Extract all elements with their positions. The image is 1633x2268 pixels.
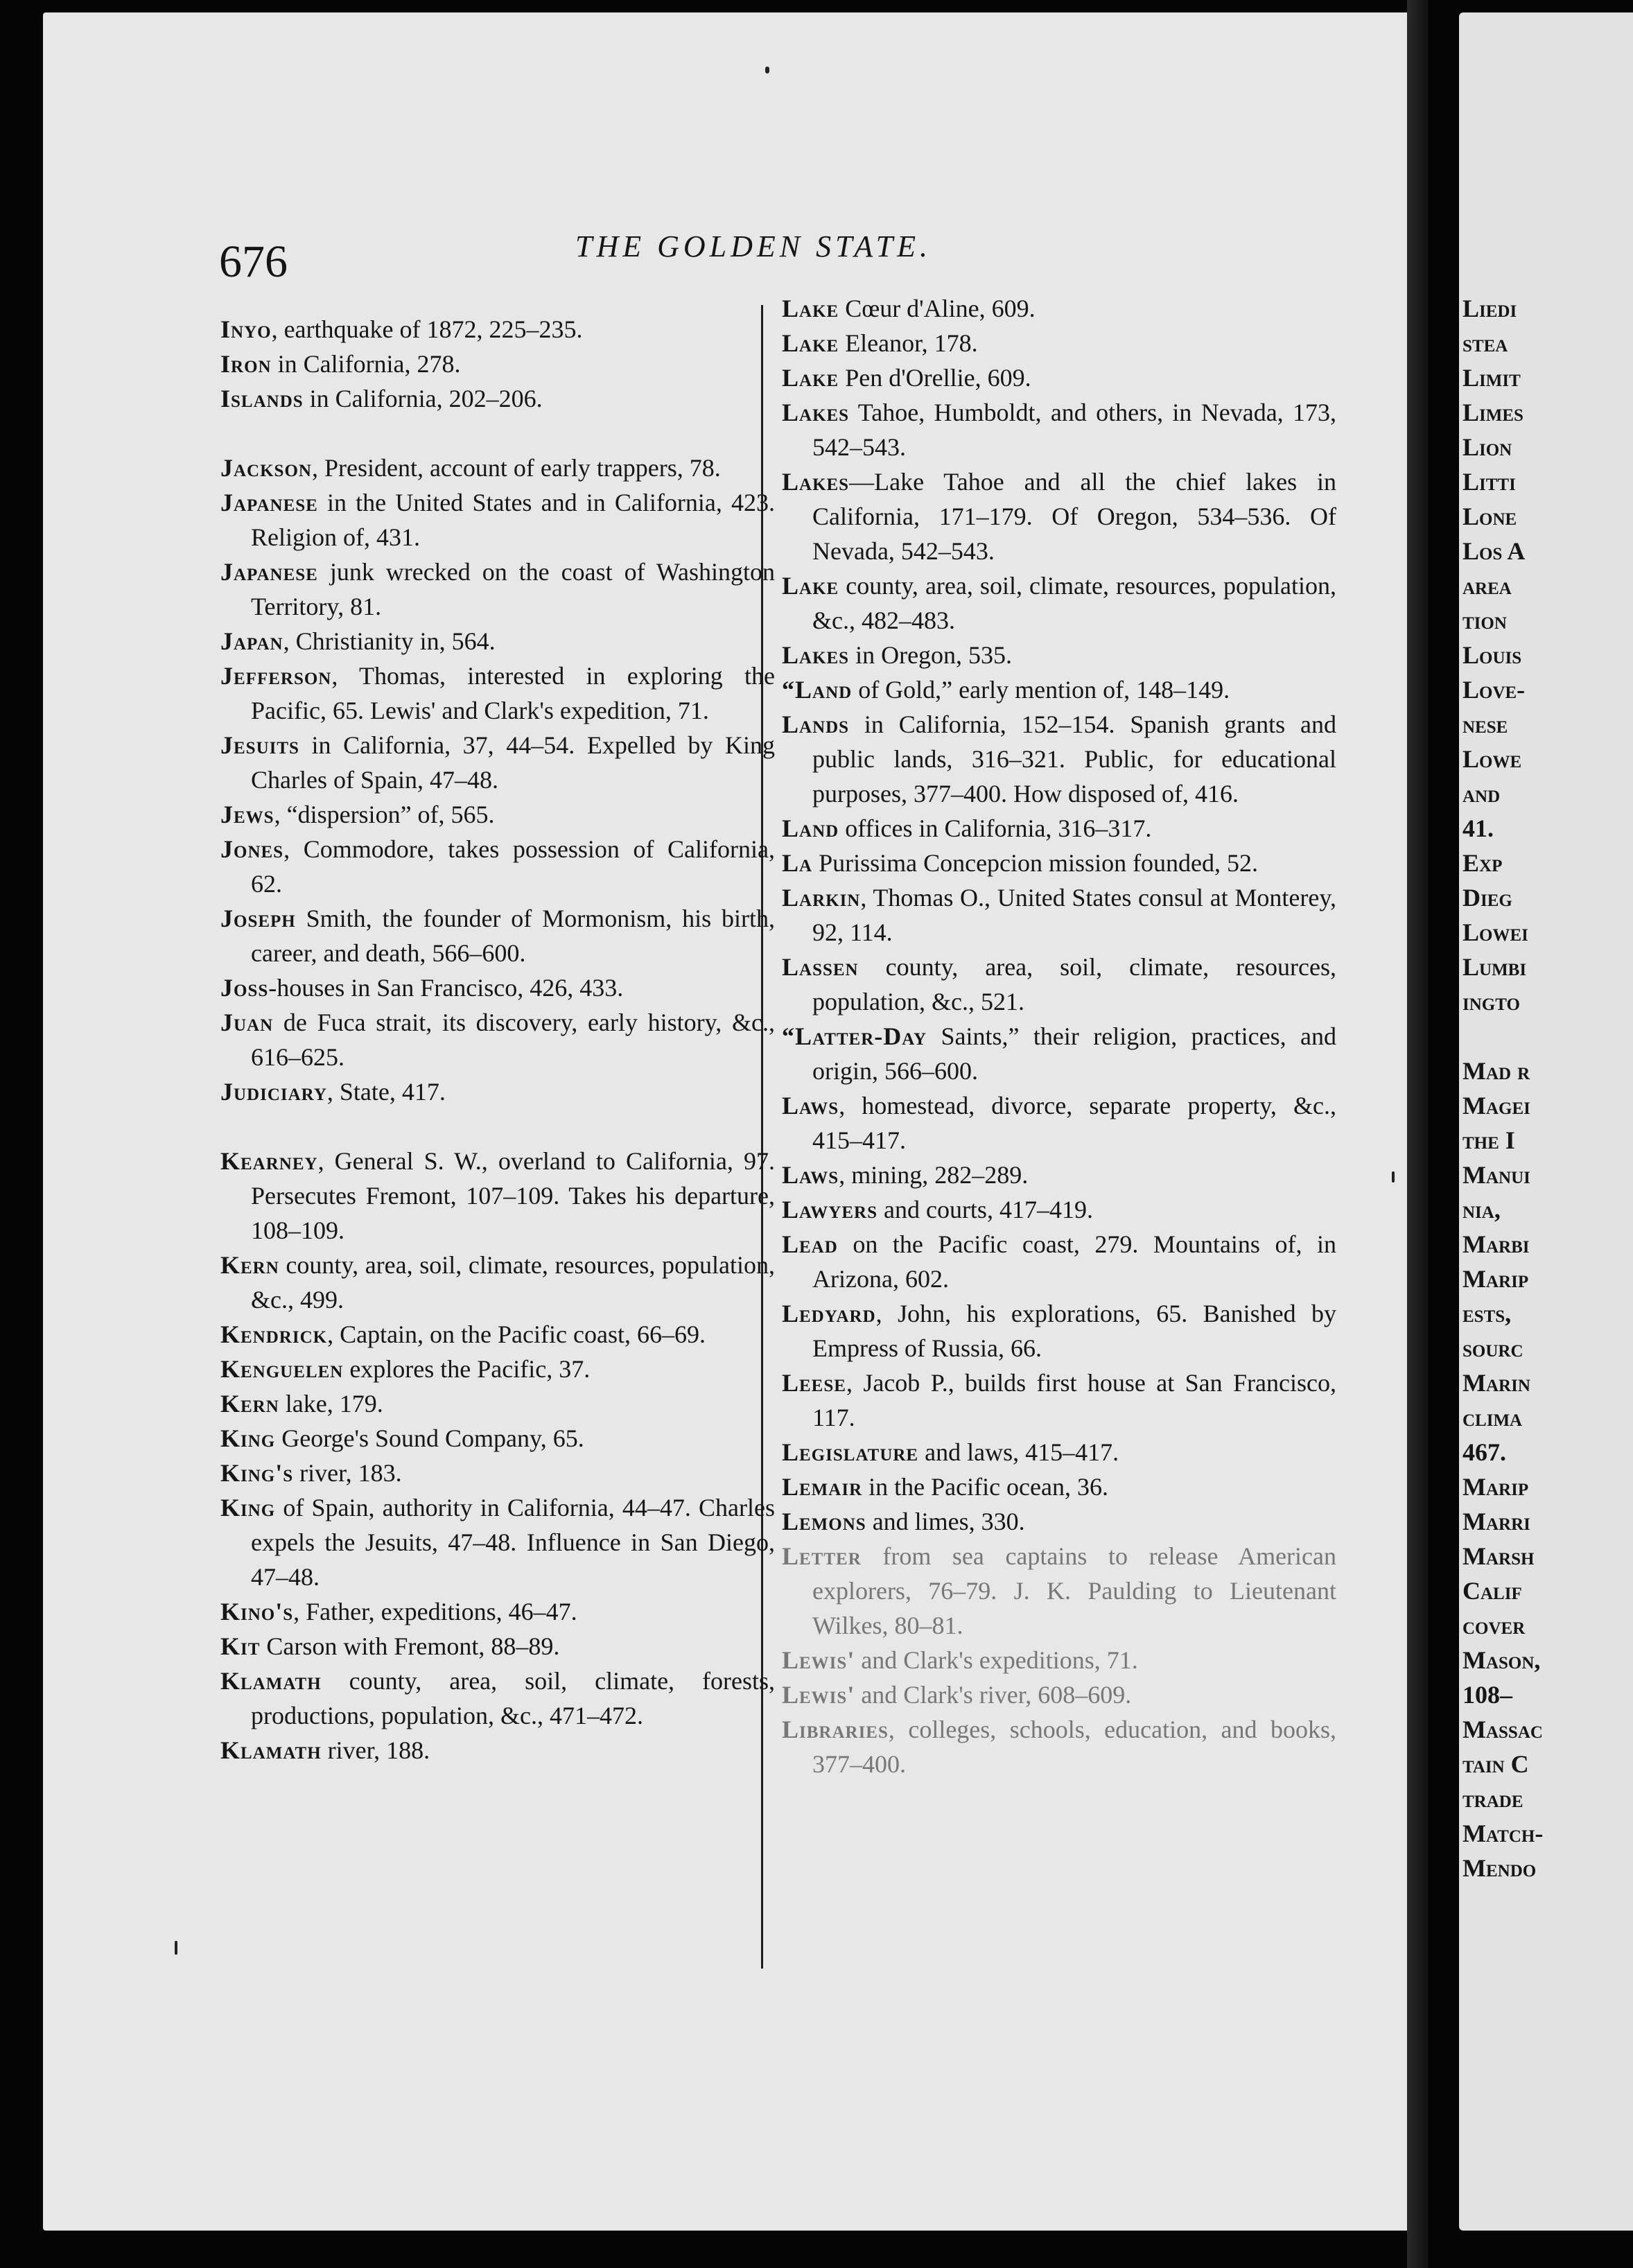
index-entry	[220, 1664, 775, 1733]
index-entry-headword: Islands	[220, 385, 304, 412]
index-entry	[782, 707, 1336, 811]
index-entry	[220, 1629, 775, 1664]
index-entry-text: river, 188.	[321, 1736, 430, 1764]
index-entry-headword: Lawyers	[782, 1196, 877, 1223]
adjacent-page-fragment: Lowei	[1462, 918, 1528, 946]
adjacent-page-fragment: nese	[1462, 710, 1508, 738]
index-entry-text: and courts, 417–419.	[877, 1196, 1093, 1223]
index-entry	[220, 1005, 775, 1074]
adjacent-page-fragment	[1462, 1019, 1633, 1054]
index-entry-text: in California, 202–206.	[303, 385, 543, 412]
index-entry-text: de Fuca strait, its discovery, early history, &c., 616–625.	[251, 1009, 775, 1071]
index-entry	[220, 1248, 775, 1317]
adjacent-page-fragment: Marip	[1462, 1473, 1529, 1501]
index-entry	[220, 1594, 775, 1629]
adjacent-page-text	[1462, 291, 1633, 1885]
index-entry-headword: Jesuits	[220, 731, 299, 759]
adjacent-page-fragment: area	[1462, 572, 1512, 600]
index-entry-text: —Lake Tahoe and all the chief lakes in California, 171–179. Of Oregon, 534–536. Of Nevada, 542–543.	[812, 468, 1336, 565]
index-entry	[220, 1074, 775, 1109]
index-entry	[782, 1227, 1336, 1296]
index-entry	[782, 1019, 1336, 1088]
index-entry-text: county, area, soil, climate, forests, productions, population, &c., 471–472.	[251, 1667, 775, 1729]
index-entry	[782, 360, 1336, 395]
index-entry-text: county, area, soil, climate, resources, population, &c., 499.	[251, 1251, 775, 1314]
index-entry-headword: Inyo	[220, 315, 272, 343]
adjacent-page-fragment: stea	[1462, 329, 1508, 357]
index-entry-text: Purissima Concepcion mission founded, 52.	[812, 849, 1259, 877]
index-entry-headword: Japanese	[220, 558, 318, 586]
index-entry	[220, 485, 775, 555]
adjacent-page-fragment: Litti	[1462, 468, 1516, 496]
index-entry	[220, 1386, 775, 1421]
adjacent-page-fragment: the I	[1462, 1126, 1515, 1154]
index-entry-text: , Commodore, takes possession of California, 62.	[251, 835, 775, 898]
index-entry-headword: Lead	[782, 1230, 838, 1258]
adjacent-page-fragment: trade	[1462, 1785, 1523, 1813]
index-entry-headword: Klamath	[220, 1667, 322, 1695]
index-entry	[220, 624, 775, 658]
index-entry-headword: “Latter-Day	[782, 1022, 927, 1050]
index-entry-headword: Judiciary	[220, 1078, 327, 1106]
index-entry-headword: Lake	[782, 295, 839, 322]
index-entry	[782, 672, 1336, 707]
index-entry-headword: King	[220, 1494, 276, 1521]
index-entry	[782, 291, 1336, 326]
index-entry-text: Cœur d'Aline, 609.	[839, 295, 1036, 322]
index-entry-text: in California, 37, 44–54. Expelled by King Charles of Spain, 47–48.	[251, 731, 775, 794]
index-entry-headword: Kit	[220, 1632, 261, 1660]
index-entry-text: in California, 278.	[271, 350, 461, 378]
index-entry-text: Smith, the founder of Mormonism, his birth, career, and death, 566–600.	[251, 905, 775, 967]
index-entry	[782, 326, 1336, 360]
index-entry-text: in the Pacific ocean, 36.	[862, 1473, 1108, 1501]
index-entry-headword: Joss	[220, 974, 269, 1002]
adjacent-page-fragment: Lone	[1462, 503, 1517, 530]
index-entry-headword: King	[220, 1424, 276, 1452]
index-entry-headword: Lakes	[782, 468, 850, 496]
index-entry-headword: Lewis'	[782, 1646, 855, 1674]
index-entry-text: , earthquake of 1872, 225–235.	[271, 315, 583, 343]
ink-speck	[1392, 1171, 1395, 1183]
index-entry-text: , Thomas, interested in exploring the Pacific, 65. Lewis' and Clark's expedition, 71.	[251, 662, 775, 724]
index-entry-headword: Laws	[782, 1161, 839, 1189]
index-entry-text: , Captain, on the Pacific coast, 66–69.	[327, 1320, 706, 1348]
index-entry-headword: Kendrick	[220, 1320, 328, 1348]
index-entry-headword: Letter	[782, 1542, 862, 1570]
index-entry-text: Saints,” their religion, practices, and origin, 566–600.	[812, 1022, 1336, 1085]
adjacent-page-fragment: Marri	[1462, 1508, 1530, 1535]
index-entry	[220, 832, 775, 901]
adjacent-page-fragment: clima	[1462, 1404, 1523, 1431]
adjacent-page-fragment: Love-	[1462, 676, 1526, 704]
index-entry	[220, 451, 775, 485]
index-entry	[220, 901, 775, 970]
index-entry-text: in California, 152–154. Spanish grants and public lands, 316–321. Public, for educational purposes, 377–400. How disposed of, 416.	[812, 710, 1336, 808]
index-entry	[782, 1088, 1336, 1158]
index-entry-headword: Lands	[782, 710, 850, 738]
adjacent-page-fragment: cover	[1462, 1612, 1526, 1639]
index-entry-headword: Larkin	[782, 884, 861, 911]
adjacent-page-fragment: Louis	[1462, 641, 1522, 669]
adjacent-page-fragment: Lumbi	[1462, 953, 1527, 981]
index-entry	[782, 1539, 1336, 1643]
index-entry	[220, 1733, 775, 1768]
index-entry	[782, 1712, 1336, 1781]
index-entry-headword: Japan	[220, 627, 283, 655]
index-entry	[782, 568, 1336, 638]
index-entry-text: of Spain, authority in California, 44–47. Charles expels the Jesuits, 47–48. Influence in San Diego, 47–48.	[251, 1494, 775, 1591]
index-entry-text: , colleges, schools, education, and books, 377–400.	[812, 1716, 1336, 1778]
index-entry-text: Carson with Fremont, 88–89.	[260, 1632, 560, 1660]
index-entry	[220, 1317, 775, 1352]
index-entry-text: county, area, soil, climate, resources, population, &c., 482–483.	[812, 572, 1336, 634]
index-entry-text: , John, his explorations, 65. Banished by Empress of Russia, 66.	[812, 1300, 1336, 1362]
index-entry-headword: Kearney	[220, 1147, 318, 1175]
page-number: 676	[219, 236, 288, 287]
index-entry-headword: Legislature	[782, 1438, 919, 1466]
index-entry-headword: Kern	[220, 1251, 279, 1279]
index-entry-text: explores the Pacific, 37.	[343, 1355, 591, 1383]
index-entry-text: and Clark's expeditions, 71.	[855, 1646, 1138, 1674]
index-entry-headword: Jackson	[220, 454, 312, 482]
adjacent-page-fragment: Match-	[1462, 1820, 1544, 1847]
index-entry-text: and laws, 415–417.	[918, 1438, 1119, 1466]
adjacent-page-fragment: Lowe	[1462, 745, 1522, 773]
adjacent-page-fragment: and	[1462, 780, 1501, 808]
index-entry-text: , Jacob P., builds first house at San Francisco, 117.	[812, 1369, 1336, 1431]
adjacent-page-fragment: 467.	[1462, 1438, 1506, 1466]
index-entry	[220, 728, 775, 797]
adjacent-page-fragment: Limit	[1462, 364, 1521, 392]
adjacent-page-fragment: Los A	[1462, 537, 1526, 565]
index-entry-text: river, 183.	[293, 1459, 402, 1487]
index-entry-text: in the United States and in California, 423. Religion of, 431.	[251, 489, 775, 551]
index-entry-headword: Leese	[782, 1369, 846, 1397]
index-entry-text: in Oregon, 535.	[849, 641, 1013, 669]
index-entry-text: , “dispersion” of, 565.	[274, 801, 495, 828]
index-entry	[782, 1366, 1336, 1435]
index-entry-text: county, area, soil, climate, resources, population, &c., 521.	[812, 953, 1336, 1015]
index-entry	[782, 1504, 1336, 1539]
adjacent-page-fragment: Lion	[1462, 433, 1512, 461]
index-entry	[782, 811, 1336, 846]
index-column-right	[782, 291, 1336, 1781]
index-entry-headword: Lemons	[782, 1508, 866, 1535]
adjacent-page-fragment: Mason,	[1462, 1646, 1541, 1674]
adjacent-page-fragment: tain C	[1462, 1750, 1529, 1778]
index-entry	[782, 1192, 1336, 1227]
index-entry	[782, 846, 1336, 880]
index-entry-headword: Lake	[782, 364, 839, 392]
index-entry-headword: Jews	[220, 801, 274, 828]
adjacent-page-fragment: sourc	[1462, 1334, 1523, 1362]
index-entry-text: and limes, 330.	[866, 1508, 1025, 1535]
adjacent-page-fragment: Liedi	[1462, 295, 1517, 322]
index-entry-headword: Lake	[782, 329, 839, 357]
index-entry	[782, 395, 1336, 464]
adjacent-page-fragment: Marsh	[1462, 1542, 1535, 1570]
adjacent-page-fragment: Massac	[1462, 1716, 1543, 1743]
adjacent-page-fragment: Dieg	[1462, 884, 1512, 911]
index-entry-text: -houses in San Francisco, 426, 433.	[268, 974, 624, 1002]
index-entry-headword: Jefferson	[220, 662, 332, 690]
index-entry-headword: Ledyard	[782, 1300, 876, 1327]
index-entry-text: Pen d'Orellie, 609.	[839, 364, 1031, 392]
index-entry-text: , Christianity in, 564.	[283, 627, 496, 655]
adjacent-page-fragment: Marbi	[1462, 1230, 1530, 1258]
adjacent-page-fragment: 108–	[1462, 1681, 1512, 1709]
index-entry-text: from sea captains to release American explorers, 76–79. J. K. Paulding to Lieutenant Wilkes, 80–81.	[812, 1542, 1336, 1639]
index-entry-text: and Clark's river, 608–609.	[855, 1681, 1132, 1709]
index-entry-headword: Kenguelen	[220, 1355, 344, 1383]
index-entry-headword: Jones	[220, 835, 284, 863]
index-entry-text: George's Sound Company, 65.	[275, 1424, 584, 1452]
adjacent-page-fragment: Exp	[1462, 849, 1503, 877]
index-entry-headword: Japanese	[220, 489, 318, 516]
index-entry-text: of Gold,” early mention of, 148–149.	[852, 676, 1230, 704]
index-entry	[782, 1643, 1336, 1677]
index-entry-text: offices in California, 316–317.	[839, 814, 1152, 842]
index-entry	[782, 1296, 1336, 1366]
index-entry-text: , General S. W., overland to California, 97. Persecutes Fremont, 107–109. Takes his departure, 108–109.	[251, 1147, 775, 1244]
index-column-left	[220, 312, 775, 1768]
index-entry	[782, 950, 1336, 1019]
index-entry	[220, 658, 775, 728]
index-entry-headword: Juan	[220, 1009, 274, 1036]
adjacent-page-fragment: Magei	[1462, 1092, 1530, 1119]
index-entry	[220, 1421, 775, 1456]
index-entry-text: on the Pacific coast, 279. Mountains of, in Arizona, 602.	[812, 1230, 1336, 1293]
index-entry-headword: Lake	[782, 572, 839, 600]
index-entry-headword: Klamath	[220, 1736, 322, 1764]
index-entry	[782, 464, 1336, 568]
ink-speck	[175, 1941, 177, 1955]
adjacent-page-fragment: ingto	[1462, 988, 1520, 1015]
index-entry	[220, 347, 775, 381]
index-entry	[220, 1490, 775, 1594]
index-entry-text: Tahoe, Humboldt, and others, in Nevada, 173, 542–543.	[812, 399, 1336, 461]
index-entry	[220, 381, 775, 416]
adjacent-page-fragment: Marin	[1462, 1369, 1530, 1397]
index-entry-headword: King's	[220, 1459, 294, 1487]
index-entry-headword: Land	[782, 814, 839, 842]
index-entry	[782, 1677, 1336, 1712]
index-entry-text: , President, account of early trappers, 78.	[311, 454, 721, 482]
index-entry-headword: Lewis'	[782, 1681, 855, 1709]
index-entry-headword: Libraries	[782, 1716, 889, 1743]
index-entry	[220, 1456, 775, 1490]
index-entry-headword: Lakes	[782, 641, 850, 669]
index-entry	[782, 880, 1336, 950]
index-entry-headword: Lemair	[782, 1473, 863, 1501]
adjacent-page-fragment: Limes	[1462, 399, 1523, 426]
running-head: THE GOLDEN STATE.	[575, 229, 932, 263]
adjacent-page-fragment: Mad r	[1462, 1057, 1530, 1085]
index-entry	[220, 555, 775, 624]
index-entry-headword: Kino's	[220, 1598, 294, 1625]
index-entry-text: , homestead, divorce, separate property, &c., 415–417.	[812, 1092, 1336, 1154]
adjacent-page-fragment: ests,	[1462, 1300, 1512, 1327]
index-entry-text: junk wrecked on the coast of Washington Territory, 81.	[251, 558, 775, 620]
index-entry	[220, 312, 775, 347]
index-entry	[782, 1158, 1336, 1192]
index-entry-text: Eleanor, 178.	[839, 329, 978, 357]
index-entry-headword: “Land	[782, 676, 853, 704]
adjacent-page-fragment: 41.	[1462, 814, 1494, 842]
index-entry	[782, 1435, 1336, 1469]
index-entry-headword: Lakes	[782, 399, 850, 426]
index-entry-headword: Joseph	[220, 905, 296, 932]
index-entry	[220, 1352, 775, 1386]
index-entry-headword: Kern	[220, 1390, 279, 1418]
adjacent-page-fragment: Marip	[1462, 1265, 1529, 1293]
page-gutter	[1407, 0, 1428, 2268]
adjacent-page-fragment: nia,	[1462, 1196, 1501, 1223]
adjacent-page-fragment: tion	[1462, 607, 1507, 634]
index-entry-text: , mining, 282–289.	[839, 1161, 1029, 1189]
index-entry-text: , Father, expeditions, 46–47.	[293, 1598, 577, 1625]
index-entry-text: lake, 179.	[279, 1390, 383, 1418]
index-entry	[220, 1144, 775, 1248]
ink-speck	[765, 67, 769, 73]
index-entry	[220, 797, 775, 832]
index-entry	[782, 1469, 1336, 1504]
index-entry-text: , State, 417.	[326, 1078, 446, 1106]
index-entry-headword: La	[782, 849, 813, 877]
index-entry-headword: Lassen	[782, 953, 859, 981]
adjacent-page-fragment: Manui	[1462, 1161, 1530, 1189]
index-entry	[220, 970, 775, 1005]
adjacent-page-fragment: Mendo	[1462, 1854, 1537, 1882]
index-entry-headword: Iron	[220, 350, 272, 378]
index-entry-text: , Thomas O., United States consul at Monterey, 92, 114.	[812, 884, 1336, 946]
index-entry-headword: Laws	[782, 1092, 839, 1119]
index-entry	[782, 638, 1336, 672]
adjacent-page-fragment: Calif	[1462, 1577, 1522, 1605]
